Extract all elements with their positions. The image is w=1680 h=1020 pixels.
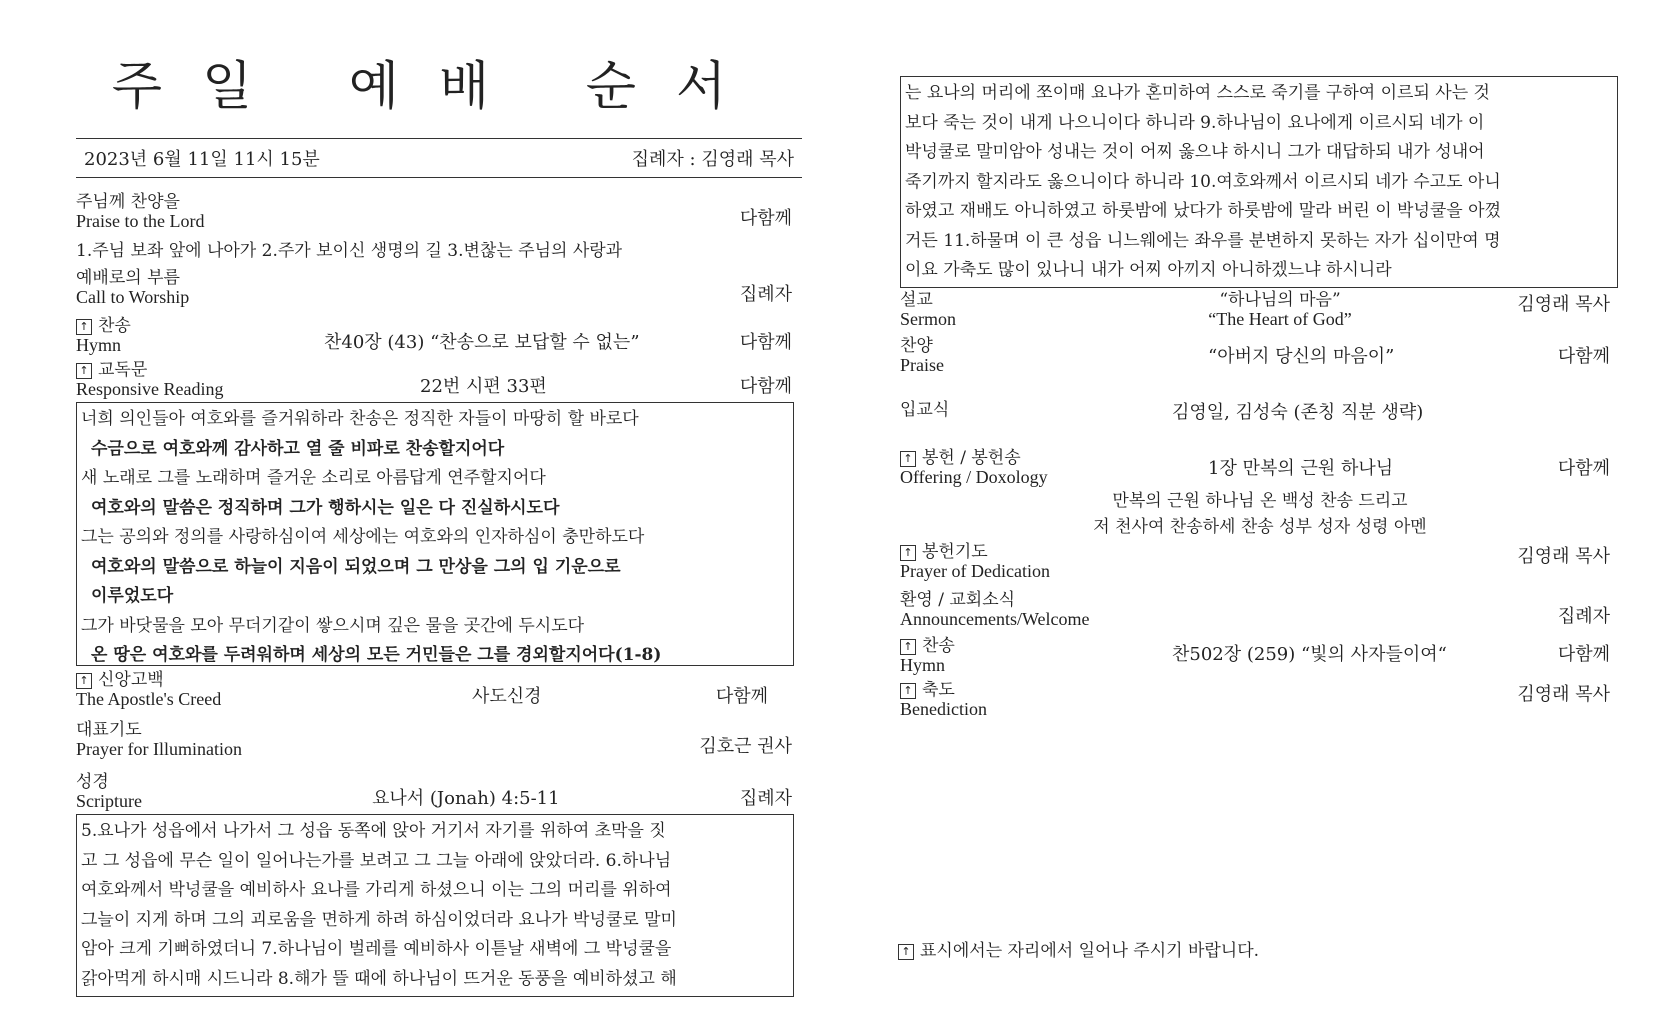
item-benediction — [900, 680, 1620, 724]
item-creed — [76, 670, 802, 720]
sermon-title-ko: “하나님의 마음” — [1219, 290, 1341, 310]
item-leader: 집례자 — [739, 284, 792, 305]
sermon-title-en: “The Heart of God” — [1208, 309, 1352, 329]
item-ko-label: 봉헌기도 — [922, 542, 988, 562]
item-en-label: Sermon — [900, 309, 956, 329]
item-leader: 다함께 — [739, 208, 792, 229]
reading-line: 이루었도다 — [91, 586, 174, 606]
service-date: 2023년 6월 11일 11시 15분 — [84, 149, 320, 170]
left-column — [76, 0, 802, 997]
item-en-label: Hymn — [76, 335, 121, 355]
scripture-line: 암아 크게 기뻐하였더니 7.하나님이 벌레를 예비하사 이튿날 새벽에 그 박넝쿨을 — [81, 939, 672, 959]
lyrics-line: 만복의 근원 하나님 온 백성 찬송 드리고 — [1112, 491, 1408, 511]
presider: 집례자 : 김영래 목사 — [631, 149, 794, 170]
item-leader: 집례자 — [739, 788, 792, 809]
item-leader: 김호근 권사 — [699, 736, 792, 757]
item-detail: 요나서 (Jonah) 4:5-11 — [372, 788, 560, 809]
item-ko-label: 대표기도 — [76, 720, 142, 740]
scripture-line: 고 그 성읍에 무슨 일이 일어나는가를 보려고 그 그늘 아래에 앉았더라. 6.하나님 — [81, 850, 672, 871]
doxology-lyrics — [900, 488, 1620, 542]
up-arrow-box-icon: ↑ — [900, 545, 916, 561]
lyrics-line: 저 천사여 찬송하세 찬송 성부 성자 성령 아멘 — [1093, 517, 1427, 537]
praise-song-list: 1.주님 보좌 앞에 나아가 2.주가 보이신 생명의 길 3.변찮는 주님의 사랑과 — [76, 241, 623, 261]
footnote-text: 표시에서는 자리에서 일어나 주시기 바랍니다. — [920, 941, 1260, 961]
right-column — [900, 0, 1620, 724]
item-leader: 다함께 — [739, 332, 792, 353]
reading-line: 그가 바닷물을 모아 무더기같이 쌓으시며 깊은 물을 곳간에 두시도다 — [81, 615, 585, 636]
item-offering — [900, 448, 1620, 488]
item-sermon — [900, 290, 1620, 336]
scripture-box-left — [76, 814, 794, 997]
item-leader: 다함께 — [739, 376, 792, 397]
item-scripture — [76, 772, 802, 814]
scripture-line: 는 요나의 머리에 쪼이매 요나가 혼미하여 스스로 죽기를 구하여 이르되 사는 것 — [905, 83, 1490, 103]
item-en-label: Scripture — [76, 791, 142, 811]
scripture-line: 죽기까지 할지라도 옳으니이다 하니라 10.여호와께서 이르시되 네가 수고도 아니 — [905, 171, 1501, 192]
item-leader: 집례자 — [1557, 606, 1610, 627]
item-en-label: Prayer of Dedication — [900, 561, 1050, 581]
item-detail: “아버지 당신의 마음이” — [1208, 346, 1395, 367]
scripture-line: 박넝쿨로 말미암아 성내는 것이 어찌 옳으냐 하시니 그가 대답하되 내가 성내어 — [905, 142, 1485, 162]
reading-line: 수금으로 여호와께 감사하고 열 줄 비파로 찬송할지어다 — [91, 438, 505, 459]
standing-footnote — [898, 936, 1259, 961]
reading-line: 여호와의 말씀으로 하늘이 지음이 되었으며 그 만상을 그의 입 기운으로 — [91, 556, 621, 577]
item-en-label: Responsive Reading — [76, 379, 224, 399]
item-en-label: The Apostle's Creed — [76, 689, 222, 709]
item-leader: 다함께 — [1557, 346, 1610, 367]
reading-line: 여호와의 말씀은 정직하며 그가 행하시는 일은 다 진실하시도다 — [91, 497, 560, 518]
item-ko-label: 신앙고백 — [98, 670, 164, 690]
item-ordination — [900, 398, 1620, 448]
item-leader: 다함께 — [1557, 644, 1610, 665]
scripture-line: 이요 가축도 많이 있나니 내가 어찌 아끼지 아니하겠느냐 하시니라 — [905, 260, 1392, 280]
item-leader: 김영래 목사 — [1517, 684, 1610, 705]
up-arrow-box-icon: ↑ — [76, 673, 92, 689]
item-leader: 김영래 목사 — [1517, 546, 1610, 567]
item-ko-label: 주님께 찬양을 — [76, 192, 180, 212]
item-announcements — [900, 590, 1620, 636]
scripture-line: 5.요나가 성읍에서 나가서 그 성읍 동쪽에 앉아 거기서 자기를 위하여 초막을 짓 — [81, 821, 666, 841]
scripture-line: 보다 죽는 것이 내게 나으니이다 하니라 9.하나님이 요나에게 이르시되 네가 이 — [905, 112, 1485, 133]
item-detail: 찬502장 (259) “빛의 사자들이여“ — [1172, 644, 1447, 665]
item-detail: 찬40장 (43) “찬송으로 보답할 수 없는” — [324, 332, 640, 353]
date-line — [76, 138, 802, 178]
sermon-title — [1180, 290, 1380, 329]
item-leader: 다함께 — [715, 686, 768, 707]
page-title: 주일 예배 순서 — [111, 57, 767, 117]
item-detail: 22번 시편 33편 — [420, 376, 547, 397]
item-detail: 1장 만복의 근원 하나님 — [1208, 458, 1394, 479]
up-arrow-box-icon: ↑ — [76, 319, 92, 335]
item-en-label: Hymn — [900, 655, 945, 675]
reading-line: 너희 의인들아 여호와를 즐거워하라 찬송은 정직한 자들이 마땅히 할 바로다 — [81, 409, 639, 429]
up-arrow-box-icon: ↑ — [76, 363, 92, 379]
scripture-box-right — [900, 76, 1618, 288]
reading-line: 그는 공의와 정의를 사랑하심이여 세상에는 여호와의 인자하심이 충만하도다 — [81, 527, 645, 547]
item-ko-label: 교독문 — [98, 360, 148, 380]
item-ko-label: 찬송 — [98, 316, 131, 336]
item-ko-label: 축도 — [922, 680, 955, 700]
item-ko-label: 설교 — [900, 290, 933, 310]
item-en-label: Praise to the Lord — [76, 211, 205, 231]
item-ko-label: 성경 — [76, 772, 109, 792]
item-closing-hymn — [900, 636, 1620, 680]
up-arrow-box-icon: ↑ — [900, 451, 916, 467]
item-detail: 사도신경 — [472, 686, 542, 707]
up-arrow-box-icon: ↑ — [900, 639, 916, 655]
scripture-line: 여호와께서 박넝쿨을 예비하사 요나를 가리게 하셨으니 이는 그의 머리를 위하여 — [81, 880, 672, 900]
scripture-line: 하였고 재배도 아니하였고 하룻밤에 났다가 하룻밤에 말라 버린 이 박넝쿨을 아꼈 — [905, 201, 1501, 221]
item-hymn — [76, 316, 802, 360]
item-en-label: Prayer for Illumination — [76, 739, 242, 759]
item-detail: 김영일, 김성숙 (존칭 직분 생략) — [1172, 402, 1424, 423]
item-ko-label: 찬송 — [922, 636, 955, 656]
item-en-label: Praise — [900, 355, 944, 375]
reading-line: 새 노래로 그를 노래하며 즐거운 소리로 아름답게 연주할지어다 — [81, 468, 546, 488]
up-arrow-box-icon: ↑ — [900, 683, 916, 699]
item-leader: 김영래 목사 — [1517, 294, 1610, 315]
item-praise — [76, 192, 802, 234]
item-en-label: Announcements/Welcome — [900, 609, 1090, 629]
item-en-label: Benediction — [900, 699, 987, 719]
item-en-label: Call to Worship — [76, 287, 190, 307]
scripture-line: 갉아먹게 하시매 시드니라 8.해가 뜰 때에 하나님이 뜨거운 동풍을 예비하셨고 해 — [81, 968, 677, 989]
item-prayer — [76, 720, 802, 772]
item-ko-label: 환영 / 교회소식 — [900, 590, 1016, 610]
item-ko-label: 찬양 — [900, 336, 933, 356]
item-ko-label: 봉헌 / 봉헌송 — [922, 448, 1021, 468]
item-ko-label: 입교식 — [900, 400, 950, 420]
responsive-reading-box — [76, 402, 794, 666]
item-reading — [76, 360, 802, 402]
scripture-line: 그늘이 지게 하며 그의 괴로움을 면하게 하려 하심이었더라 요나가 박넝쿨로 말미 — [81, 909, 677, 930]
item-en-label: Offering / Doxology — [900, 467, 1048, 487]
up-arrow-box-icon: ↑ — [898, 944, 914, 960]
item-leader: 다함께 — [1557, 458, 1610, 479]
item-dedication — [900, 542, 1620, 590]
scripture-line: 거든 11.하물며 이 큰 성읍 니느웨에는 좌우를 분변하지 못하는 자가 십이만여 명 — [905, 230, 1501, 251]
item-call — [76, 268, 802, 316]
item-ko-label: 예배로의 부름 — [76, 268, 180, 288]
item-praise-song — [900, 336, 1620, 398]
reading-line: 온 땅은 여호와를 두려워하며 세상의 모든 거민들은 그를 경외할지어다(1-8) — [91, 645, 662, 665]
